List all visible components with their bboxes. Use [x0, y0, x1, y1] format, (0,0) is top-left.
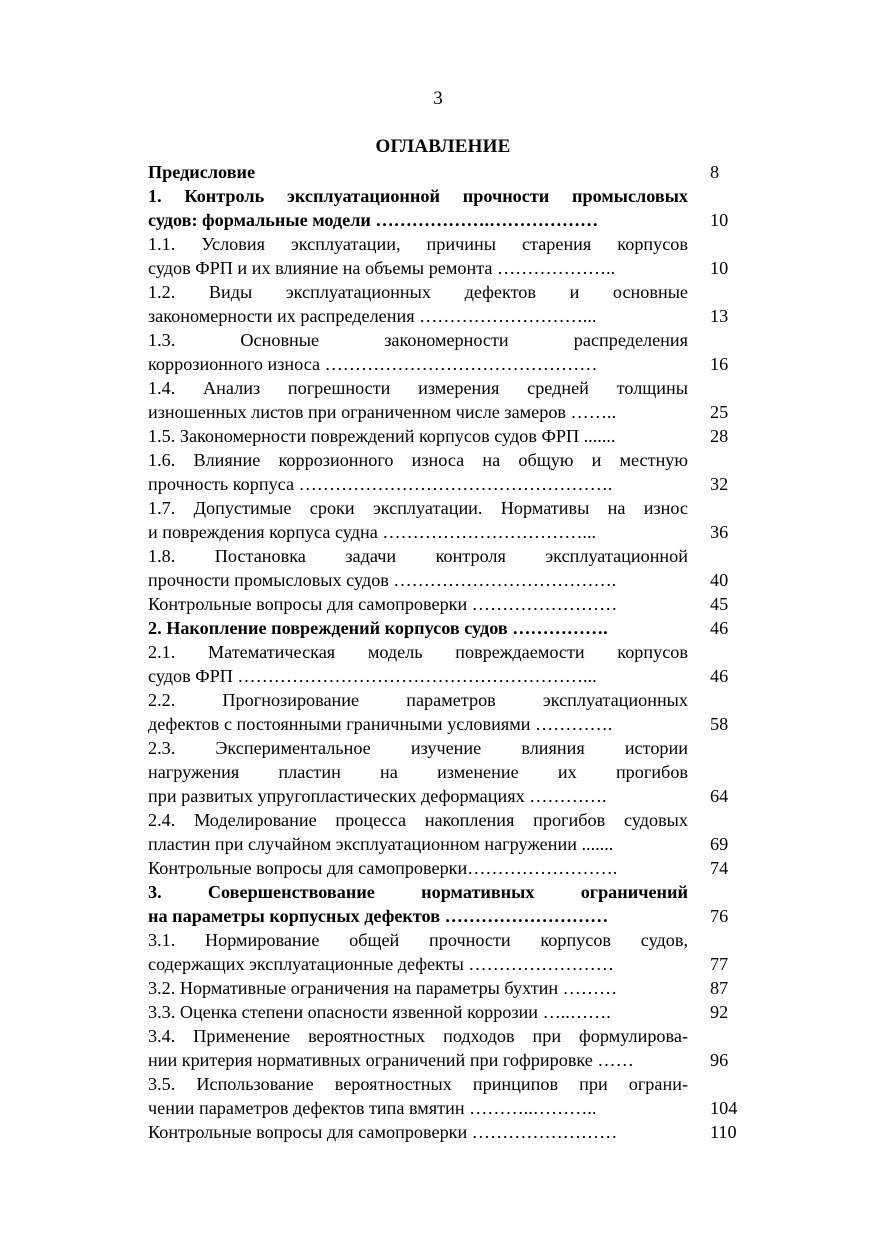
toc-entry-line: 1.6. Влияние коррозионного износа на общую и местную [148, 450, 688, 470]
toc-entry-title [148, 184, 688, 232]
toc-entry[interactable] [148, 880, 742, 928]
toc-entry-title [148, 1120, 688, 1144]
page-number: 3 [433, 88, 443, 109]
toc-entry[interactable] [148, 328, 742, 376]
toc-entry-title [148, 1000, 688, 1024]
toc-entry-title [148, 928, 688, 976]
toc-entry[interactable] [148, 232, 742, 280]
toc-entry[interactable] [148, 496, 742, 544]
toc-entry-title [148, 736, 688, 808]
toc-entry-line: 2.2. Прогнозирование параметров эксплуатационных [148, 690, 688, 710]
toc-entry-title [148, 976, 688, 1000]
toc-entry-page-number: 13 [710, 306, 729, 326]
toc-entry-line: прочности промысловых судов ………………………………. [148, 570, 617, 590]
toc-entry-line: на параметры корпусных дефектов ……………………… [148, 906, 609, 926]
toc-entry-page-number: 28 [710, 426, 729, 446]
toc-entry-page-number: 16 [710, 354, 729, 374]
toc-entry-page-number: 76 [710, 906, 729, 926]
toc-entry-line: коррозионного износа ……………………………………… [148, 354, 598, 374]
toc-entry-line: 2.1. Математическая модель повреждаемости корпусов [148, 642, 688, 662]
toc-entry-page-number: 25 [710, 402, 729, 422]
toc-entry-page-number: 46 [710, 666, 729, 686]
toc-entry[interactable] [148, 1072, 742, 1120]
toc-entry-page-number: 92 [710, 1002, 729, 1022]
toc-entry-line: 3. Совершенствование нормативных ограничений [148, 882, 688, 902]
toc-entry[interactable] [148, 592, 742, 616]
table-of-contents [148, 160, 742, 1144]
toc-entry-page-number: 10 [710, 210, 729, 230]
toc-entry[interactable] [148, 616, 742, 640]
toc-entry[interactable] [148, 856, 742, 880]
toc-entry-line: судов ФРП …………………………………………………... [148, 666, 597, 686]
toc-entry-line: Контрольные вопросы для самопроверки …………………… [148, 594, 618, 614]
toc-entry-line: судов ФРП и их влияние на объемы ремонта ……………….. [148, 258, 616, 278]
toc-entry-title [148, 592, 688, 616]
toc-entry-line: Контрольные вопросы для самопроверки …………………… [148, 1122, 618, 1142]
toc-entry-title [148, 280, 688, 328]
toc-entry-line: нагружения пластин на изменение их прогибов [148, 762, 688, 782]
toc-entry-title [148, 1072, 688, 1120]
toc-entry-page-number: 74 [710, 858, 729, 878]
toc-entry-line: Предисловие [148, 162, 256, 182]
toc-entry[interactable] [148, 976, 742, 1000]
toc-entry[interactable] [148, 928, 742, 976]
toc-entry[interactable] [148, 1000, 742, 1024]
toc-entry-title [148, 616, 688, 640]
toc-entry-line: 1.2. Виды эксплуатационных дефектов и основные [148, 282, 688, 302]
toc-entry[interactable] [148, 736, 742, 808]
toc-entry-line: закономерности их распределения ………………………... [148, 306, 597, 326]
toc-entry[interactable] [148, 424, 742, 448]
toc-entry-page-number: 96 [710, 1050, 729, 1070]
toc-entry-page-number: 8 [710, 162, 720, 182]
toc-entry-title [148, 688, 688, 736]
toc-entry-title [148, 160, 688, 184]
toc-entry-line: прочность корпуса ……………………………………………. [148, 474, 613, 494]
toc-entry-page-number: 40 [710, 570, 729, 590]
toc-title: ОГЛАВЛЕНИЕ [375, 136, 511, 157]
toc-entry-title [148, 808, 688, 856]
toc-entry-line: 1.8. Постановка задачи контроля эксплуатационной [148, 546, 688, 566]
toc-entry-line: нии критерия нормативных ограничений при гофрировке …… [148, 1050, 634, 1070]
toc-entry-page-number: 104 [710, 1098, 738, 1118]
toc-entry-title [148, 448, 688, 496]
toc-entry-line: 3.3. Оценка степени опасности язвенной коррозии …..……. [148, 1002, 611, 1022]
toc-entry-line: 2.4. Моделирование процесса накопления прогибов судовых [148, 810, 688, 830]
toc-entry[interactable] [148, 280, 742, 328]
toc-entry-line: изношенных листов при ограниченном числе замеров …….. [148, 402, 617, 422]
toc-entry-line: 1.3. Основные закономерности распределения [148, 330, 688, 350]
toc-entry-line: 2.3. Экспериментальное изучение влияния истории [148, 738, 688, 758]
toc-entry-line: и повреждения корпуса судна ……………………………... [148, 522, 597, 542]
toc-entry-page-number: 10 [710, 258, 729, 278]
toc-entry-line: содержащих эксплуатационные дефекты …………………… [148, 954, 614, 974]
toc-entry-page-number: 69 [710, 834, 729, 854]
toc-entry-title [148, 232, 688, 280]
toc-entry[interactable] [148, 184, 742, 232]
toc-entry-line: 2. Накопление повреждений корпусов судов ……………. [148, 618, 608, 638]
toc-entry-title [148, 1024, 688, 1072]
toc-entry-line: при развитых упругопластических деформациях …………. [148, 786, 607, 806]
toc-entry-page-number: 32 [710, 474, 729, 494]
toc-entry-line: дефектов с постоянными граничными условиями …………. [148, 714, 613, 734]
toc-entry[interactable] [148, 448, 742, 496]
toc-entry[interactable] [148, 1120, 742, 1144]
toc-entry[interactable] [148, 640, 742, 688]
toc-entry[interactable] [148, 1024, 742, 1072]
toc-entry-page-number: 58 [710, 714, 729, 734]
toc-entry-title [148, 640, 688, 688]
toc-entry-line: 1.5. Закономерности повреждений корпусов судов ФРП ....... [148, 426, 616, 446]
toc-entry-page-number: 46 [710, 618, 729, 638]
toc-entry-page-number: 110 [710, 1122, 737, 1142]
toc-entry[interactable] [148, 160, 742, 184]
toc-entry-title [148, 376, 688, 424]
toc-entry-line: 3.5. Использование вероятностных принципов при ограни- [148, 1074, 688, 1094]
toc-entry-line: пластин при случайном эксплуатационном нагружении ....... [148, 834, 614, 854]
toc-entry-title [148, 544, 688, 592]
toc-entry[interactable] [148, 688, 742, 736]
toc-entry-line: 3.1. Нормирование общей прочности корпусов судов, [148, 930, 688, 950]
toc-entry[interactable] [148, 808, 742, 856]
toc-entry-title [148, 424, 688, 448]
toc-entry-title [148, 328, 688, 376]
toc-entry-page-number: 64 [710, 786, 729, 806]
toc-entry-title [148, 880, 688, 928]
toc-entry-line: судов: формальные модели ……………….……………… [148, 210, 599, 230]
toc-entry-line: чении параметров дефектов типа вмятин ………..……….. [148, 1098, 597, 1118]
toc-entry-title [148, 496, 688, 544]
toc-entry-title [148, 856, 688, 880]
toc-entry-line: 1.7. Допустимые сроки эксплуатации. Нормативы на износ [148, 498, 688, 518]
toc-entry-line: 1.1. Условия эксплуатации, причины старения корпусов [148, 234, 688, 254]
toc-entry-line: 1. Контроль эксплуатационной прочности промысловых [148, 186, 688, 206]
toc-entry-line: 1.4. Анализ погрешности измерения средней толщины [148, 378, 688, 398]
toc-entry-line: Контрольные вопросы для самопроверки……………………. [148, 858, 618, 878]
toc-entry-page-number: 36 [710, 522, 729, 542]
toc-entry[interactable] [148, 544, 742, 592]
toc-entry-line: 3.4. Применение вероятностных подходов при формулирова- [148, 1026, 688, 1046]
toc-entry-page-number: 45 [710, 594, 729, 614]
toc-entry-page-number: 87 [710, 978, 729, 998]
toc-entry-line: 3.2. Нормативные ограничения на параметры бухтин ……… [148, 978, 618, 998]
toc-entry-page-number: 77 [710, 954, 729, 974]
toc-entry[interactable] [148, 376, 742, 424]
